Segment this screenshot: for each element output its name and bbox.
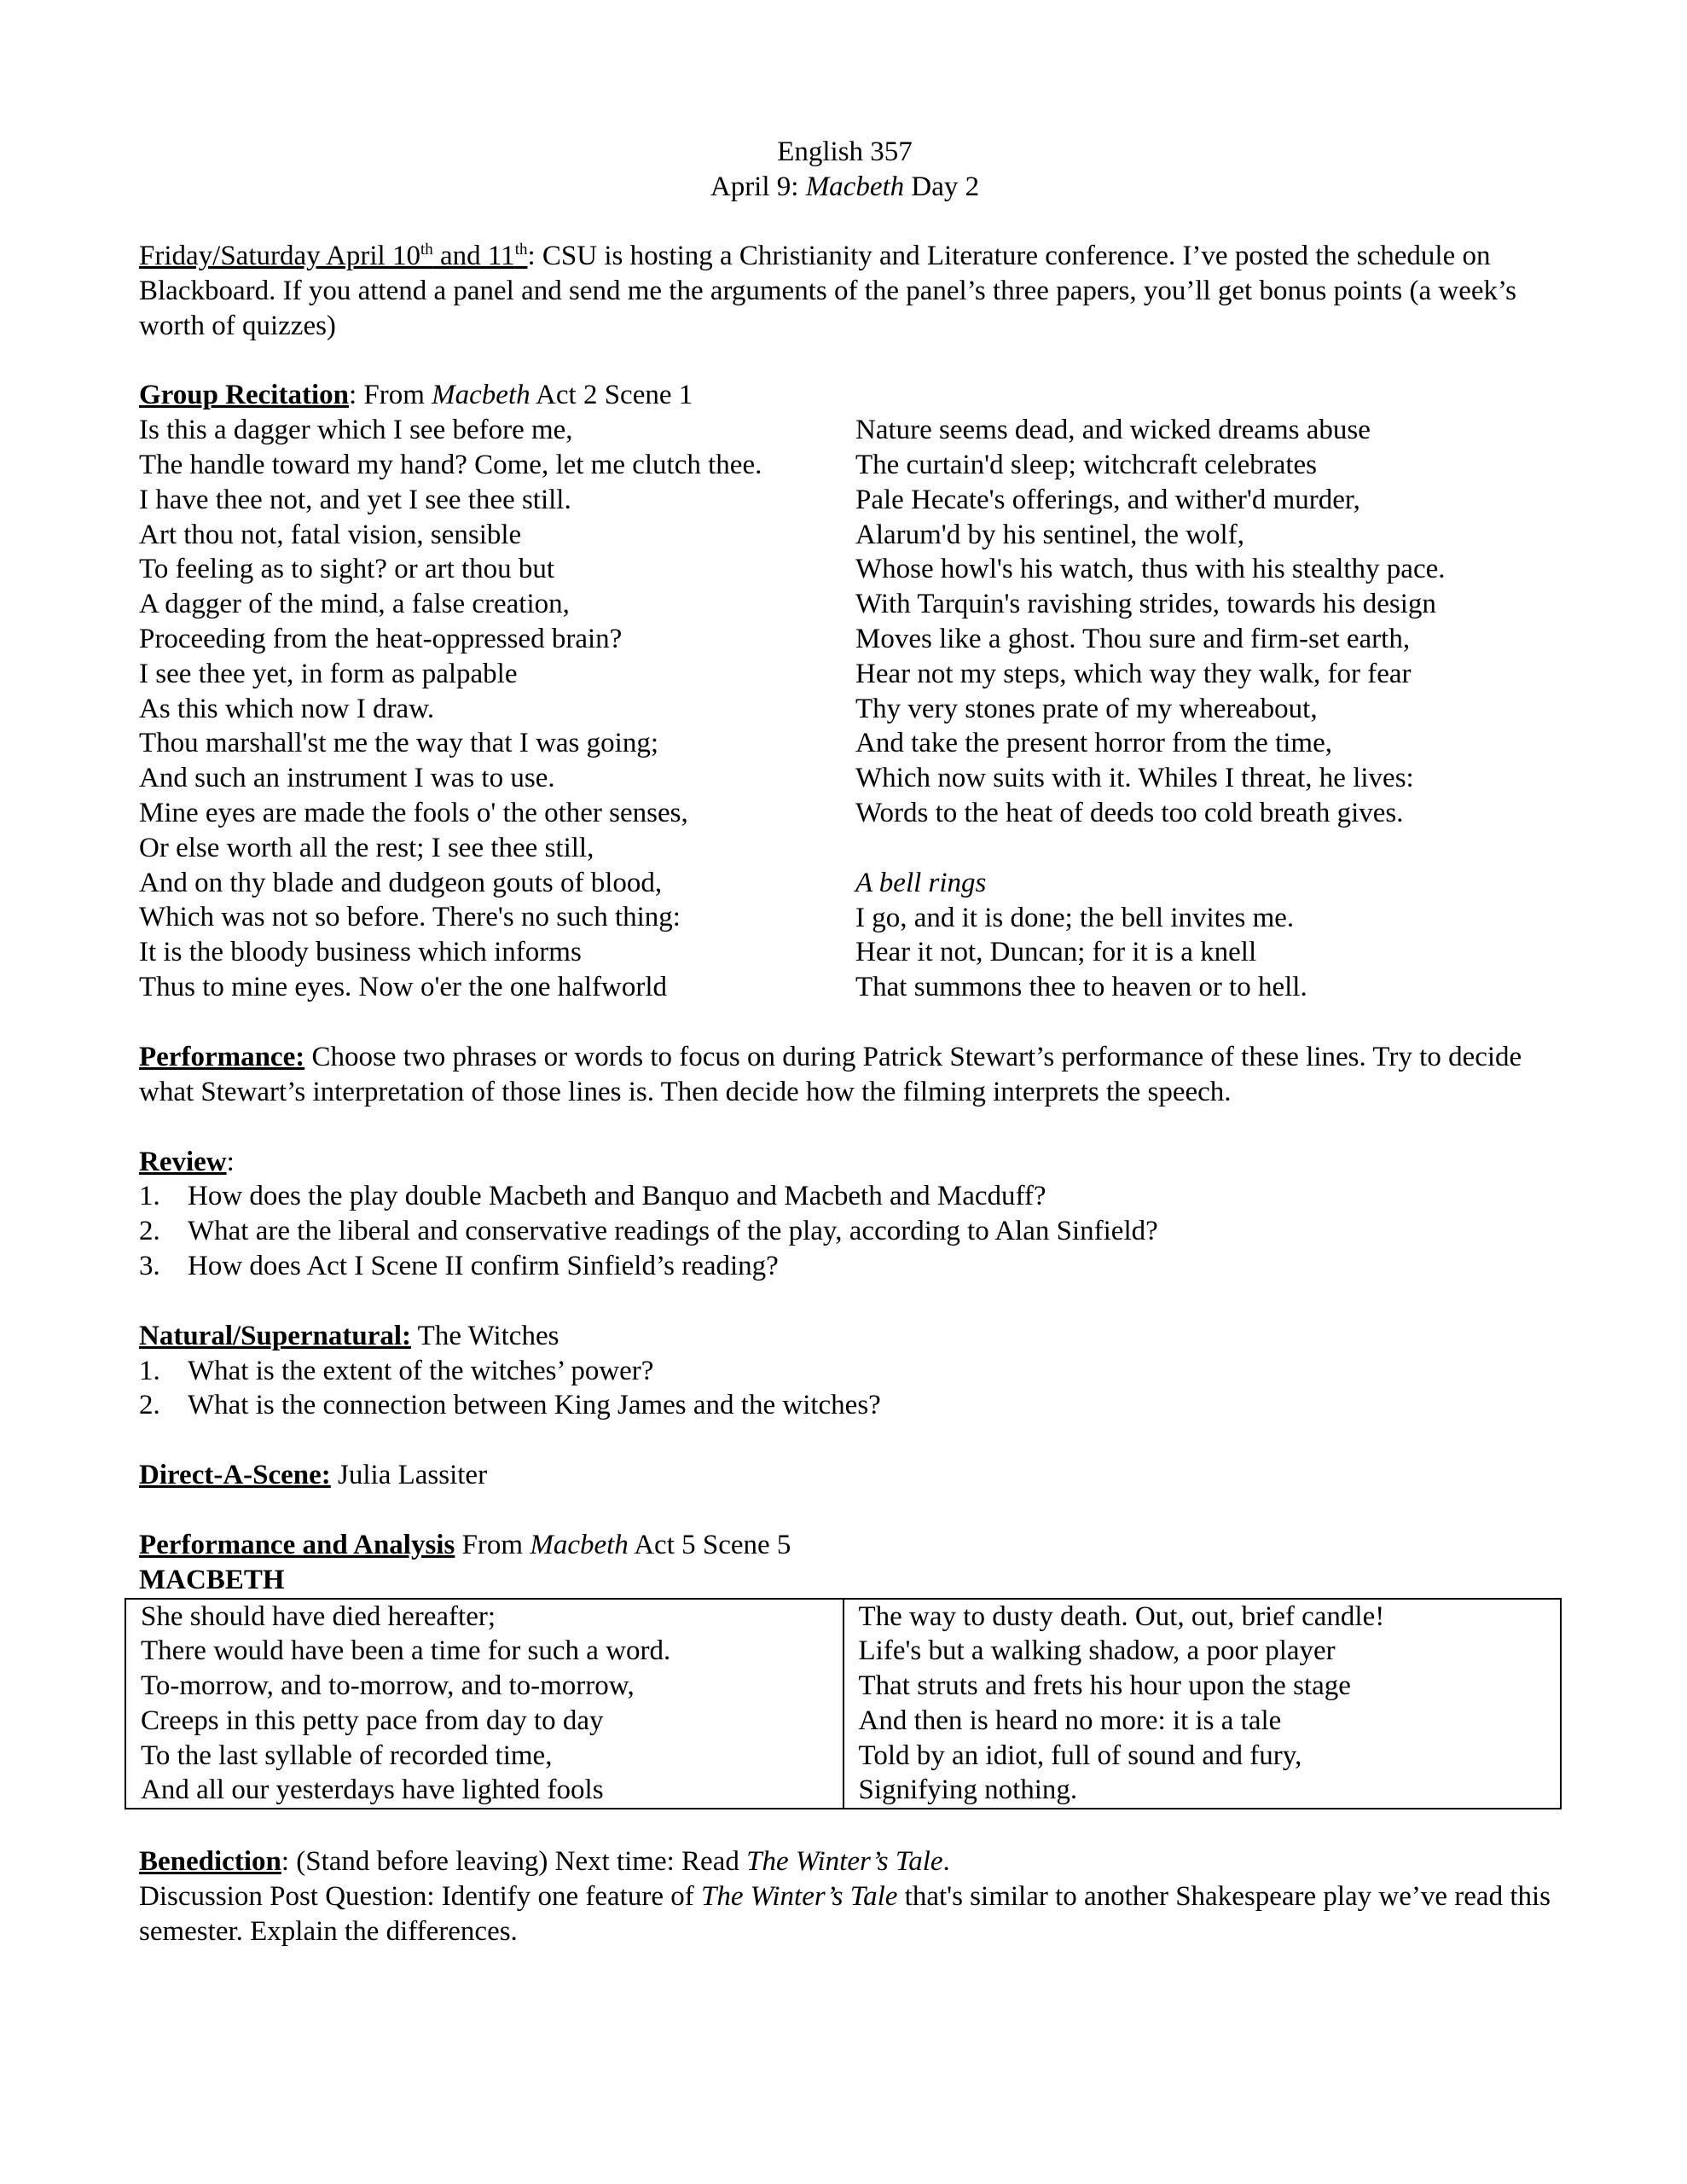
benediction-label: Benediction xyxy=(139,1846,281,1878)
verse-line: Creeps in this petty pace from day to day xyxy=(141,1705,604,1736)
list-item-text: How does the play double Macbeth and Banquo and Macbeth and Macduff? xyxy=(188,1181,1046,1212)
verse-line: Which now suits with it. Whiles I threat, he lives: xyxy=(855,763,1414,794)
verse-line: That struts and frets his hour upon the stage xyxy=(858,1670,1351,1702)
verse-line: Art thou not, fatal vision, sensible xyxy=(139,519,522,550)
verse-line: To the last syllable of recorded time, xyxy=(141,1740,553,1771)
direct-paragraph xyxy=(139,1458,1551,1493)
benediction-play: The Winter’s Tale xyxy=(746,1846,943,1878)
performance-section xyxy=(139,1040,1551,1110)
list-item-number: 2. xyxy=(139,1390,160,1421)
verse-line: And then is heard no more: it is a tale xyxy=(858,1705,1282,1736)
verse-line: Moves like a ghost. Thou sure and firm-set earth, xyxy=(855,623,1411,654)
list-item-text: What is the connection between King James and the witches? xyxy=(188,1390,881,1421)
verse-line: Thou marshall'st me the way that I was going; xyxy=(139,728,658,759)
verse-line: And such an instrument I was to use. xyxy=(139,763,555,794)
list-item-number: 1. xyxy=(139,1355,160,1386)
verse-line: And all our yesterdays have lighted fools xyxy=(141,1774,604,1806)
verse-line: Mine eyes are made the fools o' the other senses, xyxy=(139,797,688,828)
soliloquy-left-cell xyxy=(125,1599,844,1809)
natural-label: Natural/Supernatural: xyxy=(139,1320,412,1351)
session-play: Macbeth xyxy=(805,171,905,202)
list-item xyxy=(139,1388,1551,1423)
verse-line: To-morrow, and to-morrow, and to-morrow, xyxy=(141,1670,635,1702)
verse-line: The way to dusty death. Out, out, brief candle! xyxy=(858,1600,1385,1632)
direct-label: Direct-A-Scene: xyxy=(139,1460,331,1491)
verse-line: Which was not so before. There's no such thing: xyxy=(139,902,681,933)
list-item xyxy=(139,1249,1551,1284)
performance-label: Performance: xyxy=(139,1041,305,1072)
verse-line: I see thee yet, in form as palpable xyxy=(139,658,518,689)
analysis-play: Macbeth xyxy=(530,1529,629,1560)
verse-line: Pale Hecate's offerings, and wither'd murder, xyxy=(855,484,1360,515)
discussion-text-b: that's similar to another Shakespeare play we’ve read this semester. Explain the differences. xyxy=(139,1881,1551,1947)
benediction-section xyxy=(139,1844,1551,1949)
announcement-sup-b: th xyxy=(514,241,528,258)
performance-text: Choose two phrases or words to focus on during Patrick Stewart’s performance of these lines. Try to decide what Stewart’s interpretation of those lines is. Then decide how the filming interprets the speech. xyxy=(139,1041,1522,1107)
review-colon: : xyxy=(226,1146,235,1177)
benediction-paragraph xyxy=(139,1844,1551,1879)
conference-announcement xyxy=(139,239,1551,343)
verse-line: That summons thee to heaven or to hell. xyxy=(855,972,1307,1003)
discussion-play: The Winter’s Tale xyxy=(700,1881,898,1913)
recitation-play: Macbeth xyxy=(432,380,530,411)
verse-line: It is the bloody business which informs xyxy=(139,937,582,968)
verse-line: Words to the heat of deeds too cold breath gives. xyxy=(855,797,1404,828)
analysis-label: Performance and Analysis xyxy=(139,1529,455,1560)
list-item xyxy=(139,1354,1551,1389)
list-item-text: What is the extent of the witches’ power? xyxy=(188,1355,654,1386)
review-question-list xyxy=(139,1179,1551,1283)
verse-line: Life's but a walking shadow, a poor player xyxy=(858,1635,1336,1667)
review-section xyxy=(139,1145,1551,1284)
verse-line: There would have been a time for such a word. xyxy=(141,1635,671,1667)
verse-line: I go, and it is done; the bell invites me. xyxy=(855,902,1295,933)
verse-line: She should have died hereafter; xyxy=(141,1600,496,1632)
discussion-paragraph xyxy=(139,1879,1551,1949)
stanza-gap xyxy=(855,831,1538,866)
recitation-right-column xyxy=(855,413,1538,1005)
soliloquy-right-cell xyxy=(844,1599,1562,1809)
verse-line: Alarum'd by his sentinel, the wolf, xyxy=(855,519,1244,550)
announcement-label-a: Friday/Saturday April 10 xyxy=(139,241,420,271)
session-title xyxy=(139,170,1551,205)
verse-line: Thy very stones prate of my whereabout, xyxy=(855,693,1318,724)
verse-line: Is this a dagger which I see before me, xyxy=(139,415,573,446)
direct-a-scene-section xyxy=(139,1458,1551,1493)
verse-line: Hear not my steps, which way they walk, for fear xyxy=(855,658,1412,689)
verse-line: I have thee not, and yet I see thee still. xyxy=(139,484,571,515)
review-label: Review xyxy=(139,1146,227,1177)
recitation-right-lines-b xyxy=(855,901,1538,1005)
verse-line: Signifying nothing. xyxy=(858,1774,1078,1806)
verse-line: Thus to mine eyes. Now o'er the one halfworld xyxy=(139,971,668,1002)
recitation-heading xyxy=(139,378,1551,413)
direct-text: Julia Lassiter xyxy=(330,1460,488,1491)
recitation-scene: Act 2 Scene 1 xyxy=(530,380,693,411)
verse-line: With Tarquin's ravishing strides, towards his design xyxy=(855,589,1436,620)
recitation-from: : From xyxy=(348,380,432,411)
recitation-columns xyxy=(139,413,1551,1005)
recitation-right-lines-a xyxy=(855,413,1538,831)
verse-line: The curtain'd sleep; witchcraft celebrates xyxy=(855,449,1318,480)
list-item-number: 2. xyxy=(139,1216,160,1247)
performance-paragraph xyxy=(139,1040,1551,1110)
verse-line: Proceeding from the heat-oppressed brain? xyxy=(139,623,623,654)
recitation-label: Group Recitation xyxy=(139,380,349,411)
table-row xyxy=(125,1599,1561,1809)
natural-text: The Witches xyxy=(411,1320,559,1351)
list-item-number: 3. xyxy=(139,1250,160,1281)
speaker-name: MACBETH xyxy=(139,1564,285,1595)
soliloquy-table xyxy=(125,1598,1562,1810)
analysis-from: From xyxy=(455,1529,530,1560)
list-item-number: 1. xyxy=(139,1181,160,1212)
announcement-label xyxy=(139,241,527,271)
recitation-left-column xyxy=(139,413,855,1005)
verse-line: As this which now I draw. xyxy=(139,693,435,724)
verse-line: To feeling as to sight? or art thou but xyxy=(139,554,555,585)
document-header xyxy=(139,135,1551,205)
announcement-label-mid: and 11 xyxy=(432,241,515,271)
natural-question-list xyxy=(139,1354,1551,1424)
verse-line: A dagger of the mind, a false creation, xyxy=(139,589,570,620)
verse-line: And on thy blade and dudgeon gouts of blood, xyxy=(139,867,663,898)
benediction-text-b: . xyxy=(942,1846,950,1878)
verse-line: And take the present horror from the time, xyxy=(855,728,1332,759)
session-date: April 9: xyxy=(710,171,806,202)
verse-line: The handle toward my hand? Come, let me clutch thee. xyxy=(139,449,762,480)
benediction-text-a: : (Stand before leaving) Next time: Read xyxy=(281,1846,747,1878)
session-day: Day 2 xyxy=(904,171,980,202)
verse-line: Nature seems dead, and wicked dreams abuse xyxy=(855,415,1371,446)
list-item-text: What are the liberal and conservative readings of the play, according to Alan Sinfield? xyxy=(188,1216,1158,1247)
group-recitation-section xyxy=(139,378,1551,1005)
announcement-text: : CSU is hosting a Christianity and Literature conference. I’ve posted the schedule on Blackboard. If you attend a panel and send me the arguments of the panel’s three papers, you’ll get bonus points (a week’s worth of quizzes) xyxy=(139,241,1517,341)
list-item xyxy=(139,1214,1551,1249)
list-item-text: How does Act I Scene II confirm Sinfield’s reading? xyxy=(188,1250,779,1281)
natural-supernatural-section xyxy=(139,1319,1551,1423)
analysis-scene: Act 5 Scene 5 xyxy=(628,1529,791,1560)
announcement-sup-a: th xyxy=(420,241,433,258)
discussion-text-a: Discussion Post Question: Identify one feature of xyxy=(139,1881,701,1913)
course-title: English 357 xyxy=(777,136,913,167)
verse-line: Or else worth all the rest; I see thee still, xyxy=(139,832,594,863)
analysis-heading xyxy=(139,1528,1551,1563)
verse-line: Whose howl's his watch, thus with his stealthy pace. xyxy=(855,554,1446,585)
stage-direction: A bell rings xyxy=(855,867,987,898)
list-item xyxy=(139,1179,1551,1214)
verse-line: Told by an idiot, full of sound and fury, xyxy=(858,1740,1302,1771)
performance-analysis-section xyxy=(139,1528,1551,1809)
natural-heading xyxy=(139,1319,1551,1354)
verse-line: Hear it not, Duncan; for it is a knell xyxy=(855,937,1257,968)
review-heading xyxy=(139,1145,1551,1180)
